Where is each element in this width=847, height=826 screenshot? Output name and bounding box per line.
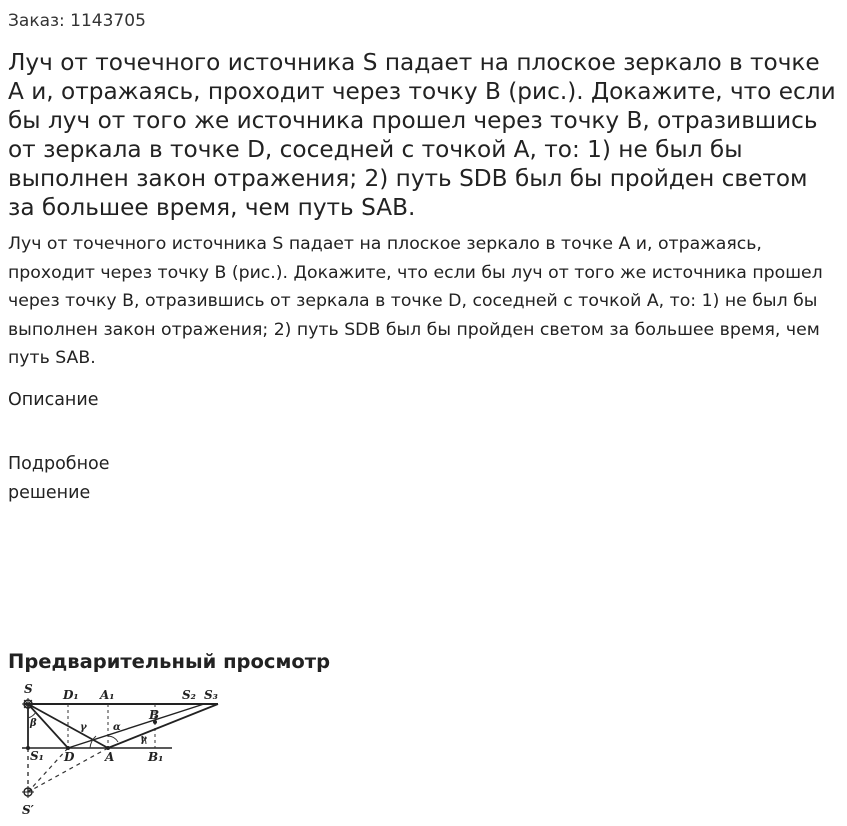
- problem-description: Луч от точечного источника S падает на плоское зеркало в точке A и, отражаясь, проходит через точку B (рис.). Докажите, что если бы луч от того же источника прошел через точку B, отразившись от зеркала в точке D, соседней с точкой A, то: 1) не был бы выполнен закон отражения; 2) путь SDB был бы пройден светом за большее время, чем путь SAB.: [8, 234, 823, 369]
- label-beta: β: [30, 718, 37, 729]
- order-number: Заказ: 1143705: [8, 11, 146, 31]
- label-S1: S₁: [30, 749, 44, 763]
- detailed-solution-tab[interactable]: Подробное решение: [8, 454, 110, 503]
- problem-title: Луч от точечного источника S падает на плоское зеркало в точке A и, отражаясь, проходит через точку B (рис.). Докажите, что если бы луч от того же источника прошел через точку B, отразившись от зеркала в точке D, соседней с точкой A, то: 1) не был бы выполнен закон отражения; 2) путь SDB был бы пройден светом за большее время, чем путь SAB.: [8, 49, 836, 221]
- preview-figure[interactable]: [14, 680, 224, 826]
- image-star-icon: [22, 786, 34, 798]
- label-A1: A₁: [100, 688, 115, 702]
- label-alpha: α: [113, 722, 121, 733]
- label-A: A: [105, 750, 115, 764]
- label-B1: B₁: [148, 750, 164, 764]
- label-S: S: [24, 682, 33, 696]
- label-D: D: [64, 750, 75, 764]
- description-tab[interactable]: Описание: [8, 390, 99, 410]
- label-S2: S₂: [182, 688, 196, 702]
- label-gamma: γ: [80, 722, 87, 733]
- label-S3: S₃: [204, 688, 218, 702]
- label-gamma-2: γ: [140, 734, 147, 745]
- label-S-prime: S′: [22, 803, 34, 817]
- preview-heading: Предварительный просмотр: [8, 650, 331, 673]
- label-D1: D₁: [63, 688, 79, 702]
- label-B: B: [149, 708, 160, 722]
- optics-diagram: [14, 680, 224, 826]
